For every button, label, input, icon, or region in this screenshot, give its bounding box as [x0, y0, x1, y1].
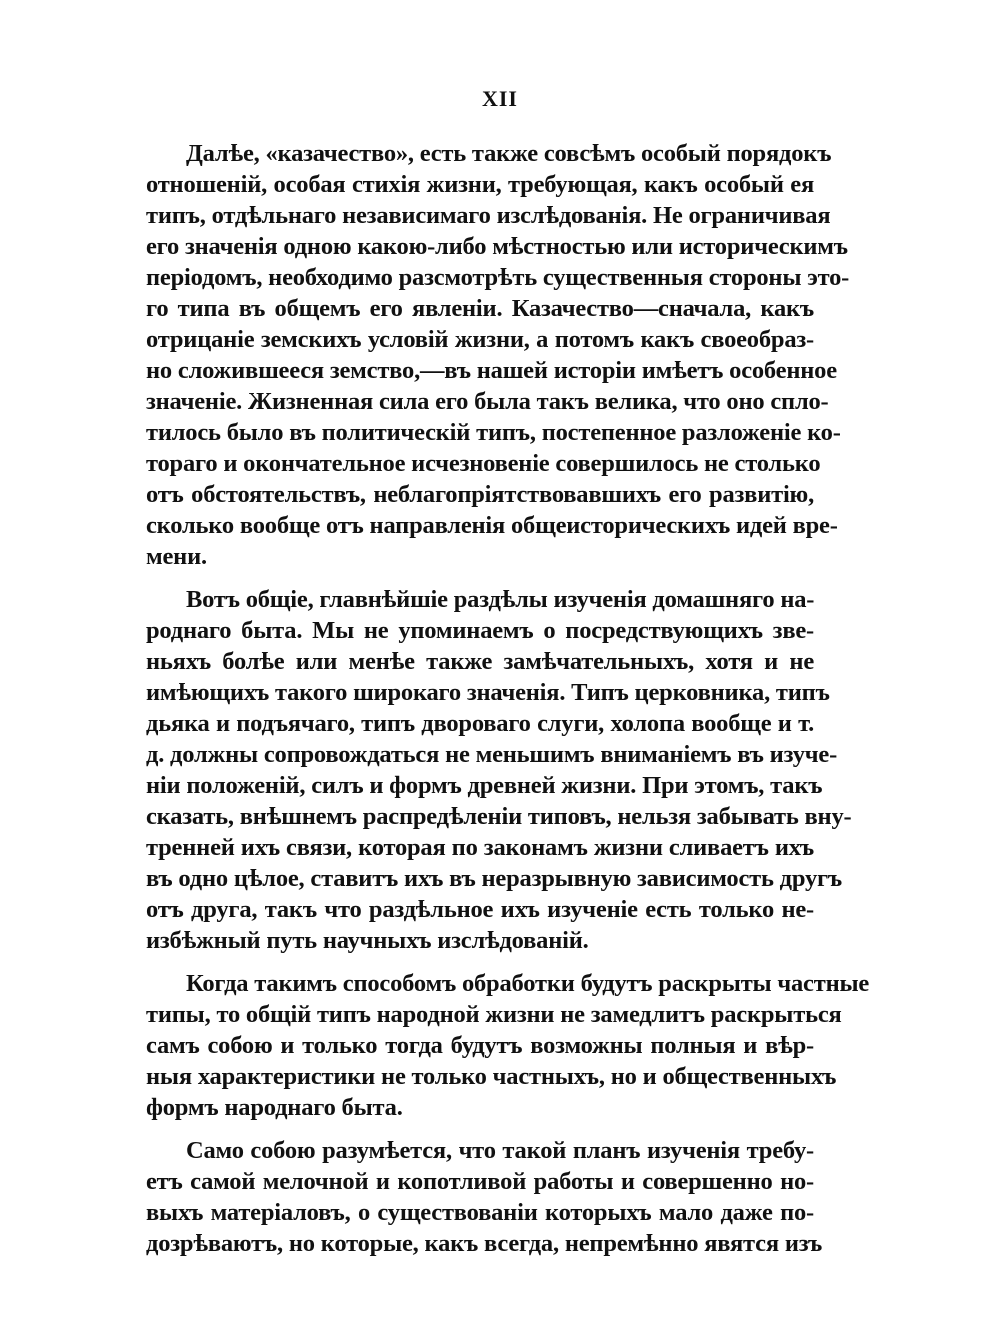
text-line: типы, то общій типъ народной жизни не замедлитъ раскрыться [146, 1001, 842, 1028]
text-line: значеніе. Жизненная сила его была такъ велика, что оно спло- [146, 388, 829, 415]
text-line: отъ друга, такъ что раздѣльное ихъ изученіе есть только не- [146, 896, 814, 923]
text-line: отъ обстоятельствъ, неблагопріятствовавшихъ его развитію, [146, 481, 814, 508]
text-line: избѣжный путь научныхъ изслѣдованій. [146, 927, 589, 954]
text-line: Само собою разумѣется, что такой планъ изученія требу- [186, 1137, 814, 1164]
text-line: Вотъ общіе, главнѣйшіе раздѣлы изученія домашняго на- [186, 586, 815, 613]
text-line: роднаго быта. Мы не упоминаемъ о посредствующихъ зве- [146, 617, 814, 644]
text-line: ніи положеній, силъ и формъ древней жизни. При этомъ, такъ [146, 772, 823, 799]
text-line: но сложившееся земство,—въ нашей исторіи имѣетъ особенное [146, 357, 837, 384]
text-line: выхъ матеріаловъ, о существованіи которыхъ мало даже по- [146, 1199, 814, 1226]
paragraph-study-plan [146, 1135, 823, 1259]
text-line: тораго и окончательное исчезновеніе совершилось не столько [146, 450, 821, 477]
text-line: формъ народнаго быта. [146, 1094, 403, 1121]
page-number: XII [481, 86, 518, 111]
body-text [146, 138, 870, 1271]
text-line: отношеній, особая стихія жизни, требующая, какъ особый ея [146, 171, 814, 198]
text-line: д. должны сопровождаться не меньшимъ вниманіемъ въ изуче- [146, 741, 838, 768]
text-line: въ одно цѣлое, ставитъ ихъ въ неразрывную зависимость другъ [146, 865, 843, 892]
text-line: ныя характеристики не только частныхъ, но и общественныхъ [146, 1063, 837, 1090]
text-line: сказать, внѣшнемъ распредѣленіи типовъ, нельзя забывать вну- [146, 803, 852, 830]
text-line: мени. [146, 543, 207, 570]
text-line: типъ, отдѣльнаго независимаго изслѣдованія. Не ограничивая [146, 202, 831, 229]
text-line: го типа въ общемъ его явленіи. Казачество—сначала, какъ [146, 295, 814, 322]
text-line: етъ самой мелочной и копотливой работы и совершенно но- [146, 1168, 814, 1195]
text-line: Далѣе, «казачество», есть также совсѣмъ особый порядокъ [186, 140, 832, 167]
text-line: тренней ихъ связи, которая по законамъ жизни сливаетъ ихъ [146, 834, 814, 861]
text-line: имѣющихъ такого широкаго значенія. Типъ церковника, типъ [146, 679, 830, 706]
text-line: ньяхъ болѣе или менѣе также замѣчательныхъ, хотя и не [146, 648, 814, 675]
text-line: Когда такимъ способомъ обработки будутъ раскрыты частные [186, 970, 870, 997]
text-line: періодомъ, необходимо разсмотрѣть существенныя стороны это- [146, 264, 850, 291]
paragraph-general-type [146, 968, 870, 1123]
text-line: сколько вообще отъ направленія общеисторическихъ идей вре- [146, 512, 838, 539]
text-line: тилось было въ политическій типъ, постепенное разложеніе ко- [146, 419, 841, 446]
paragraph-cossacks [146, 138, 850, 572]
text-line: самъ собою и только тогда будутъ возможны полныя и вѣр- [146, 1032, 814, 1059]
text-line: дьяка и подъячаго, типъ двороваго слуги, холопа вообще и т. [146, 710, 814, 737]
text-line: его значенія одною какою-либо мѣстностью или историческимъ [146, 233, 848, 260]
paragraph-domestic-life [146, 584, 852, 956]
text-line: дозрѣваютъ, но которые, какъ всегда, непремѣнно явятся изъ [146, 1230, 823, 1257]
text-line: отрицаніе земскихъ условій жизни, а потомъ какъ своеобраз- [146, 326, 814, 353]
